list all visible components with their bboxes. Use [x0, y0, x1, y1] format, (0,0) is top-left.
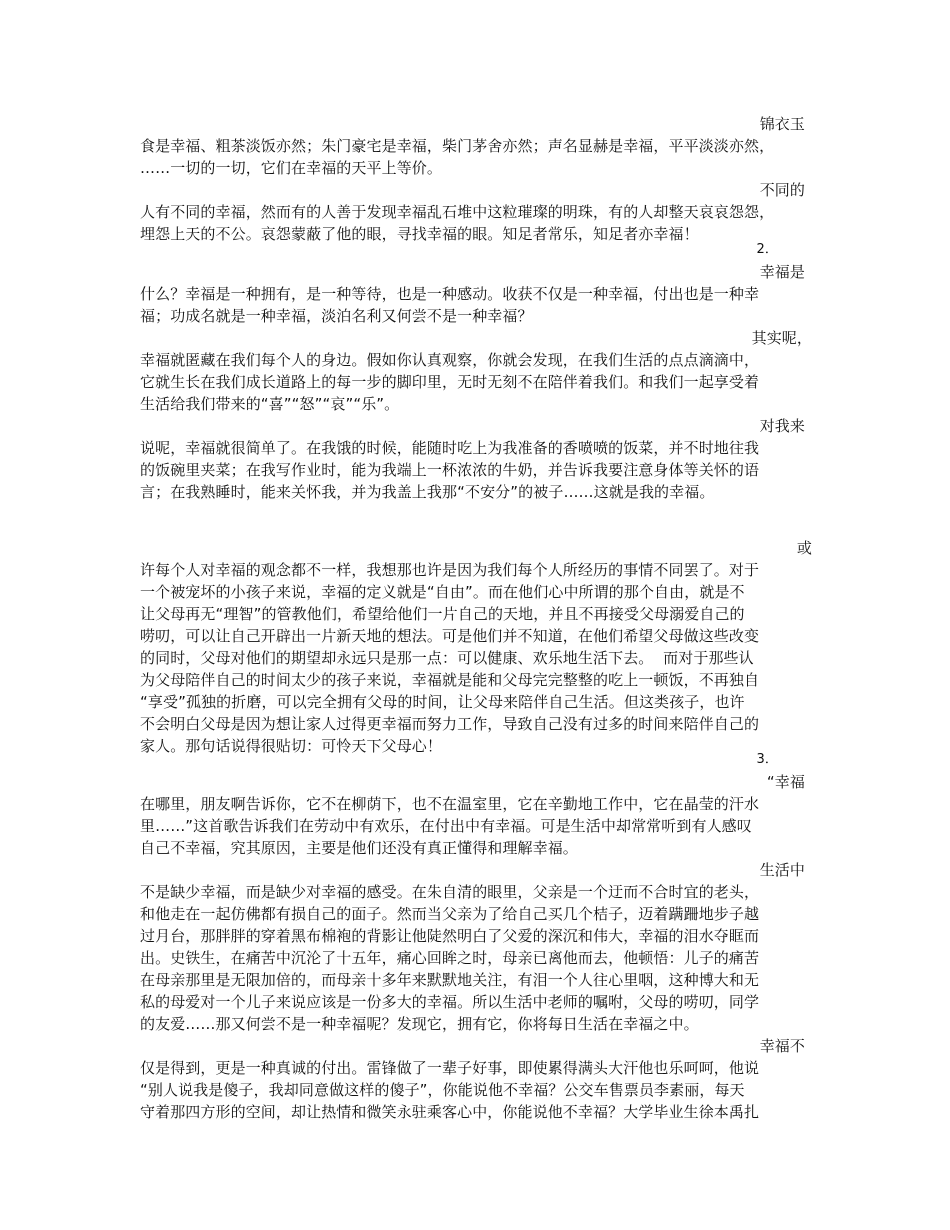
text-line: 的友爱……那又何尝不是一种幸福呢？发现它，拥有它，你将每日生活在幸福之中。: [140, 1015, 699, 1033]
text-line: 让父母再无“理智”的管教他们，希望给他们一片自己的天地，并且不再接受父母溺爱自己的: [140, 605, 745, 623]
text-line: 自己不幸福，究其原因，主要是他们还没有真正懂得和理解幸福。: [140, 839, 578, 857]
text-line: 人有不同的幸福，然而有的人善于发现幸福乱石堆中这粒璀璨的明珠，有的人却整天哀哀怨怨，: [140, 203, 775, 221]
text-line: 一个被宠坏的小孩子来说，幸福的定义就是“自由”。而在他们心中所谓的那个自由，就是不: [140, 583, 745, 601]
text-line: 家人。那句话说得很贴切：可怜天下父母心！: [140, 737, 443, 755]
text-line: 什么？幸福是一种拥有，是一种等待，也是一种感动。收获不仅是一种幸福，付出也是一种幸: [140, 285, 760, 303]
text-line: 为父母陪伴自己的时间太少的孩子来说，幸福就是能和父母完完整整的吃上一顿饭，不再独自: [140, 671, 760, 689]
text-line: 幸福不: [759, 1037, 805, 1055]
text-line: 不是缺少幸福，而是缺少对幸福的感受。在朱自清的眼里，父亲是一个迂而不合时宜的老头，: [140, 883, 760, 901]
text-line: “别人说我是傻子，我却同意做这样的傻子”，你能说他不幸福？公交车售票员李素丽，每天: [140, 1081, 745, 1099]
text-line: 许每个人对幸福的观念都不一样，我想那也许是因为我们每个人所经历的事情不同罢了。对于: [140, 561, 760, 579]
text-line: 言；在我熟睡时，能来关怀我，并为我盖上我那“不安分”的被子……这就是我的幸福。: [140, 483, 715, 501]
text-line: “享受”孤独的折磨，可以完全拥有父母的时间，让父母来陪伴自己生活。但这类孩子，也许: [140, 693, 745, 711]
text-line: 仅是得到，更是一种真诚的付出。雷锋做了一辈子好事，即使累得满头大汗他也乐呵呵，他说: [140, 1059, 760, 1077]
section-number: 3．: [756, 752, 778, 767]
text-line: 或: [796, 539, 812, 557]
text-line: 不同的: [759, 181, 805, 199]
text-line: 不会明白父母是因为想让家人过得更幸福而努力工作，导致自己没有过多的时间来陪伴自己的: [140, 715, 760, 733]
section-number: 2．: [756, 242, 778, 257]
text-line: ……一切的一切，它们在幸福的天平上等价。: [140, 159, 443, 177]
text-line: 其实呢，: [751, 329, 812, 347]
text-line: 它就生长在我们成长道路上的每一步的脚印里，无时无刻不在陪伴着我们。和我们一起享受着: [140, 373, 760, 391]
text-line: 对我来: [759, 417, 805, 435]
text-line: 过月台，那胖胖的穿着黑布棉袍的背影让他陡然明白了父爱的深沉和伟大，幸福的泪水夺眶而: [140, 927, 760, 945]
text-line: 埋怨上天的不公。哀怨蒙蔽了他的眼，寻找幸福的眼。知足者常乐，知足者亦幸福！: [140, 225, 699, 243]
text-line: 唠叨，可以让自己开辟出一片新天地的想法。可是他们并不知道，在他们希望父母做这些改变: [140, 627, 760, 645]
text-line: 食是幸福、粗茶淡饭亦然；朱门豪宅是幸福，柴门茅舍亦然；声名显赫是幸福，平平淡淡亦然，: [140, 137, 775, 155]
text-line: 里……”这首歌告诉我们在劳动中有欢乐，在付出中有幸福。可是生活中却常常听到有人感叹: [140, 817, 752, 835]
text-line: 在哪里，朋友啊告诉你，它不在柳荫下，也不在温室里，它在辛勤地工作中，它在晶莹的汗水: [140, 795, 760, 813]
text-line: 锦衣玉: [759, 115, 805, 133]
text-line: 幸福是: [759, 263, 805, 281]
text-line: 福；功成名就是一种幸福，淡泊名利又何尝不是一种幸福？: [140, 307, 533, 325]
text-line: 的同时，父母对他们的期望却永远只是那一点：可以健康、欢乐地生活下去。 而对于那些认: [140, 649, 754, 667]
text-line: 生活中: [759, 861, 805, 879]
text-line: 的饭碗里夹菜；在我写作业时，能为我端上一杯浓浓的牛奶，并告诉我要注意身体等关怀的语: [140, 461, 760, 479]
text-line: 在母亲那里是无限加倍的，而母亲十多年来默默地关注，有泪一个人往心里咽，这种博大和无: [140, 971, 760, 989]
text-line: “幸福: [766, 773, 805, 791]
text-line: 私的母爱对一个儿子来说应该是一份多大的幸福。所以生活中老师的嘱咐，父母的唠叨，同学: [140, 993, 760, 1011]
text-line: 和他走在一起仿佛都有损自己的面子。然而当父亲为了给自己买几个桔子，迈着蹒跚地步子越: [140, 905, 760, 923]
text-line: 出。史铁生，在痛苦中沉沦了十五年，痛心回眸之时，母亲已离他而去，他顿悟：儿子的痛苦: [140, 949, 760, 967]
text-line: 说呢，幸福就很简单了。在我饿的时候，能随时吃上为我准备的香喷喷的饭菜，并不时地往我: [140, 439, 760, 457]
text-line: 幸福就匿藏在我们每个人的身边。假如你认真观察，你就会发现，在我们生活的点点滴滴中，: [140, 351, 760, 369]
text-line: 生活给我们带来的“喜”“怒”“哀”“乐”。: [140, 395, 400, 413]
text-line: 守着那四方形的空间，却让热情和微笑永驻乘客心中，你能说他不幸福？大学毕业生徐本禹扎: [140, 1103, 760, 1121]
